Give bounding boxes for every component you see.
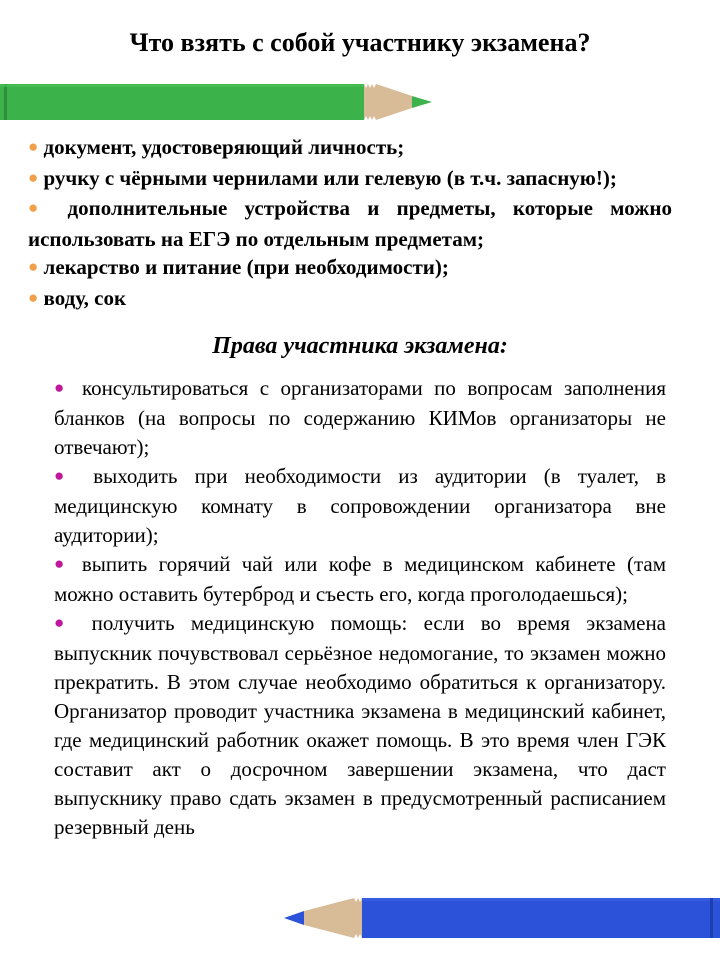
list-item: ● консультироваться с организаторами по вопросам заполнения бланков (на вопросы по содержанию КИМов организаторы не отвечают); xyxy=(54,376,666,459)
magenta-dot-icon: ● xyxy=(54,378,71,397)
orange-dot-icon: ● xyxy=(28,287,39,307)
items-to-bring-list xyxy=(28,133,672,314)
list-item: ● получить медицинскую помощь: если во время экзамена выпускник почувствовал серьёзное недомогание, то экзамен можно прекратить. В этом случае необходимо обратиться к организатору. Организатор проводит участника экзамена в медицинский кабинет, где медицинский работник окажет помощь. В это время член ГЭК составит акт о досрочном завершении экзамена, что даст выпускнику право сдать экзамен в предусмотренный расписанием резервный день xyxy=(54,611,666,839)
list-item: ● лекарство и питание (при необходимости); xyxy=(28,255,449,279)
list-item: ● выпить горячий чай или кофе в медицинском кабинете (там можно оставить бутерброд и съесть его, когда проголодаешься); xyxy=(54,552,666,606)
orange-dot-icon: ● xyxy=(28,137,39,156)
rights-heading: Права участника экзамена: xyxy=(212,333,508,359)
list-item: ● дополнительные устройства и предметы, которые можно использовать на ЕГЭ по отдельным предметам; xyxy=(28,196,672,251)
magenta-dot-icon: ● xyxy=(54,613,76,632)
orange-dot-icon: ● xyxy=(28,167,39,187)
list-item: ● документ, удостоверяющий личность; xyxy=(28,135,405,159)
list-item: ● воду, сок xyxy=(28,285,127,310)
magenta-dot-icon: ● xyxy=(54,554,71,573)
magenta-dot-icon: ● xyxy=(54,466,77,485)
blue-pencil-icon xyxy=(284,896,720,940)
participant-rights-list xyxy=(54,374,666,842)
orange-dot-icon: ● xyxy=(28,198,51,217)
green-pencil-icon xyxy=(0,82,432,122)
list-item: ● ручку с чёрными чернилами или гелевую (в т.ч. запасную!); xyxy=(28,165,617,190)
page-title: Что взять с собой участнику экзамена? xyxy=(129,28,591,57)
list-item: ● выходить при необходимости из аудитории (в туалет, в медицинскую комнату в сопровождении организатора вне аудитории); xyxy=(54,464,666,547)
orange-dot-icon: ● xyxy=(28,257,39,276)
